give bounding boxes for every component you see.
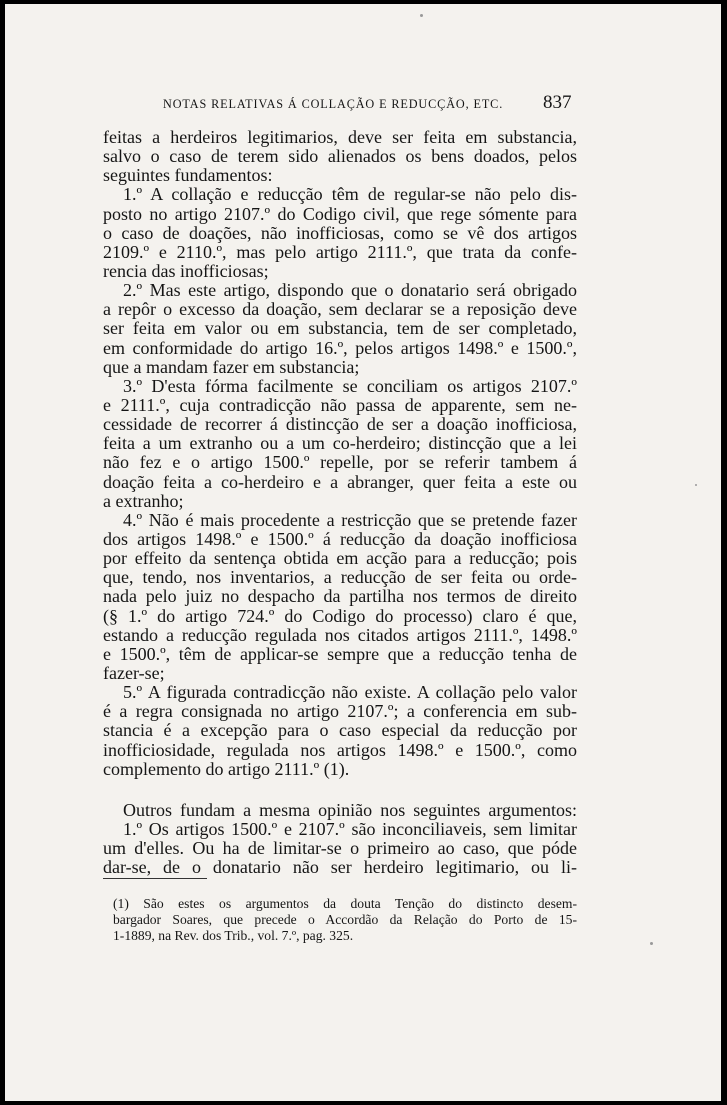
footnote-line: 1-1889, na Rev. dos Trib., vol. 7.º, pag. 325.	[113, 928, 354, 944]
text-line: a extranho;	[103, 490, 184, 511]
text-line: feita a um extranho ou a um co-herdeiro; distincção que a lei	[103, 433, 577, 454]
text-line: 4.º Não é mais procedente a restricção que se pretende fazer	[123, 509, 577, 530]
text-line: fazer-se;	[103, 662, 165, 683]
text-line: é a regra consignada no artigo 2107.º; a conferencia em sub-	[103, 701, 577, 722]
text-line: inofficiosidade, regulada nos artigos 1498.º e 1500.º, como	[103, 739, 577, 760]
main-text	[103, 128, 577, 877]
paper-speck	[695, 484, 697, 486]
running-head: NOTAS RELATIVAS Á COLLAÇÃO E REDUCÇÃO, ETC.	[163, 97, 504, 111]
text-line: dos artigos 1498.º e 1500.º á reducção da doação inofficiosa	[103, 528, 577, 549]
text-line: não fez e o artigo 1500.º repelle, por se referir tambem á	[103, 452, 577, 473]
text-line: nada pelo juiz no despacho da partilha nos termos de direito	[103, 586, 577, 607]
text-line: (§ 1.º do artigo 724.º do Codigo do processo) claro é que,	[103, 605, 577, 626]
text-line: rencia das inofficiosas;	[103, 260, 269, 281]
text-line: a repôr o excesso da doação, sem declarar se a reposição deve	[103, 299, 577, 320]
text-line: e 1500.º, têm de applicar-se sempre que a reducção tenha de	[103, 643, 577, 664]
text-line: feitas a herdeiros legitimarios, deve ser feita em substancia,	[103, 127, 577, 147]
page-number: 837	[543, 92, 572, 113]
text-line: estando a reducção regulada nos citados artigos 2111.º, 1498.º	[103, 624, 577, 645]
text-line: ser feita em valor ou em substancia, tem de ser completado,	[103, 318, 577, 339]
text-line: que a mandam fazer em substancia;	[103, 356, 360, 377]
paragraph-gap	[103, 779, 577, 801]
paper-speck	[420, 14, 423, 17]
text-line: que, tendo, nos inventarios, a reducção de ser feita ou orde-	[103, 567, 577, 588]
text-line: o caso de doações, não inofficiosas, como se vê dos artigos	[103, 222, 577, 243]
text-line: stancia é a excepção para o caso especial da reducção por	[103, 720, 577, 741]
text-line: 2109.º e 2110.º, mas pelo artigo 2111.º, que trata da confe-	[103, 241, 577, 262]
text-line: um d'elles. Ou ha de limitar-se o primeiro ao caso, que póde	[103, 838, 577, 859]
text-line: Outros fundam a mesma opinião nos seguintes argumentos:	[123, 799, 577, 820]
text-line: 5.º A figurada contradicção não existe. A collação pelo valor	[123, 682, 577, 703]
text-line: seguintes fundamentos:	[103, 165, 273, 186]
text-line: doação feita a co-herdeiro e a abranger, quer feita a este ou	[103, 471, 577, 492]
text-line: posto no artigo 2107.º do Codigo civil, que rege sómente para	[103, 203, 577, 224]
footnote-line: (1) São estes os argumentos da douta Tenção do distincto desem-	[113, 896, 577, 911]
footnote-divider	[103, 878, 207, 879]
text-line: 1.º A collação e reducção têm de regular-se não pelo dis-	[123, 184, 577, 205]
footnote	[113, 896, 577, 945]
text-line: complemento do artigo 2111.º (1).	[103, 758, 350, 779]
text-line: 1.º Os artigos 1500.º e 2107.º são inconciliaveis, sem limitar	[123, 818, 577, 839]
page-header	[5, 92, 721, 116]
text-line: 3.º D'esta fórma facilmente se conciliam os artigos 2107.º	[123, 375, 577, 396]
text-line: e 2111.º, cuja contradicção não passa de apparente, sem ne-	[103, 394, 577, 415]
text-line: 2.º Mas este artigo, dispondo que o donatario será obrigado	[123, 280, 577, 301]
text-line: salvo o caso de terem sido alienados os bens doados, pelos	[103, 146, 577, 167]
text-line: dar-se, de o donatario não ser herdeiro legitimario, ou li-	[103, 857, 577, 878]
footnote-line: bargador Soares, que precede o Accordão da Relação do Porto de 15-	[113, 912, 577, 928]
text-line: cessidade de recorrer á distincção de ser a doação inofficiosa,	[103, 414, 577, 435]
paper-speck	[650, 942, 653, 945]
text-line: em conformidade do artigo 16.º, pelos artigos 1498.º e 1500.º,	[103, 337, 577, 358]
book-page	[5, 4, 721, 1101]
text-line: por effeito da sentença obtida em acção para a reducção; pois	[103, 548, 577, 569]
